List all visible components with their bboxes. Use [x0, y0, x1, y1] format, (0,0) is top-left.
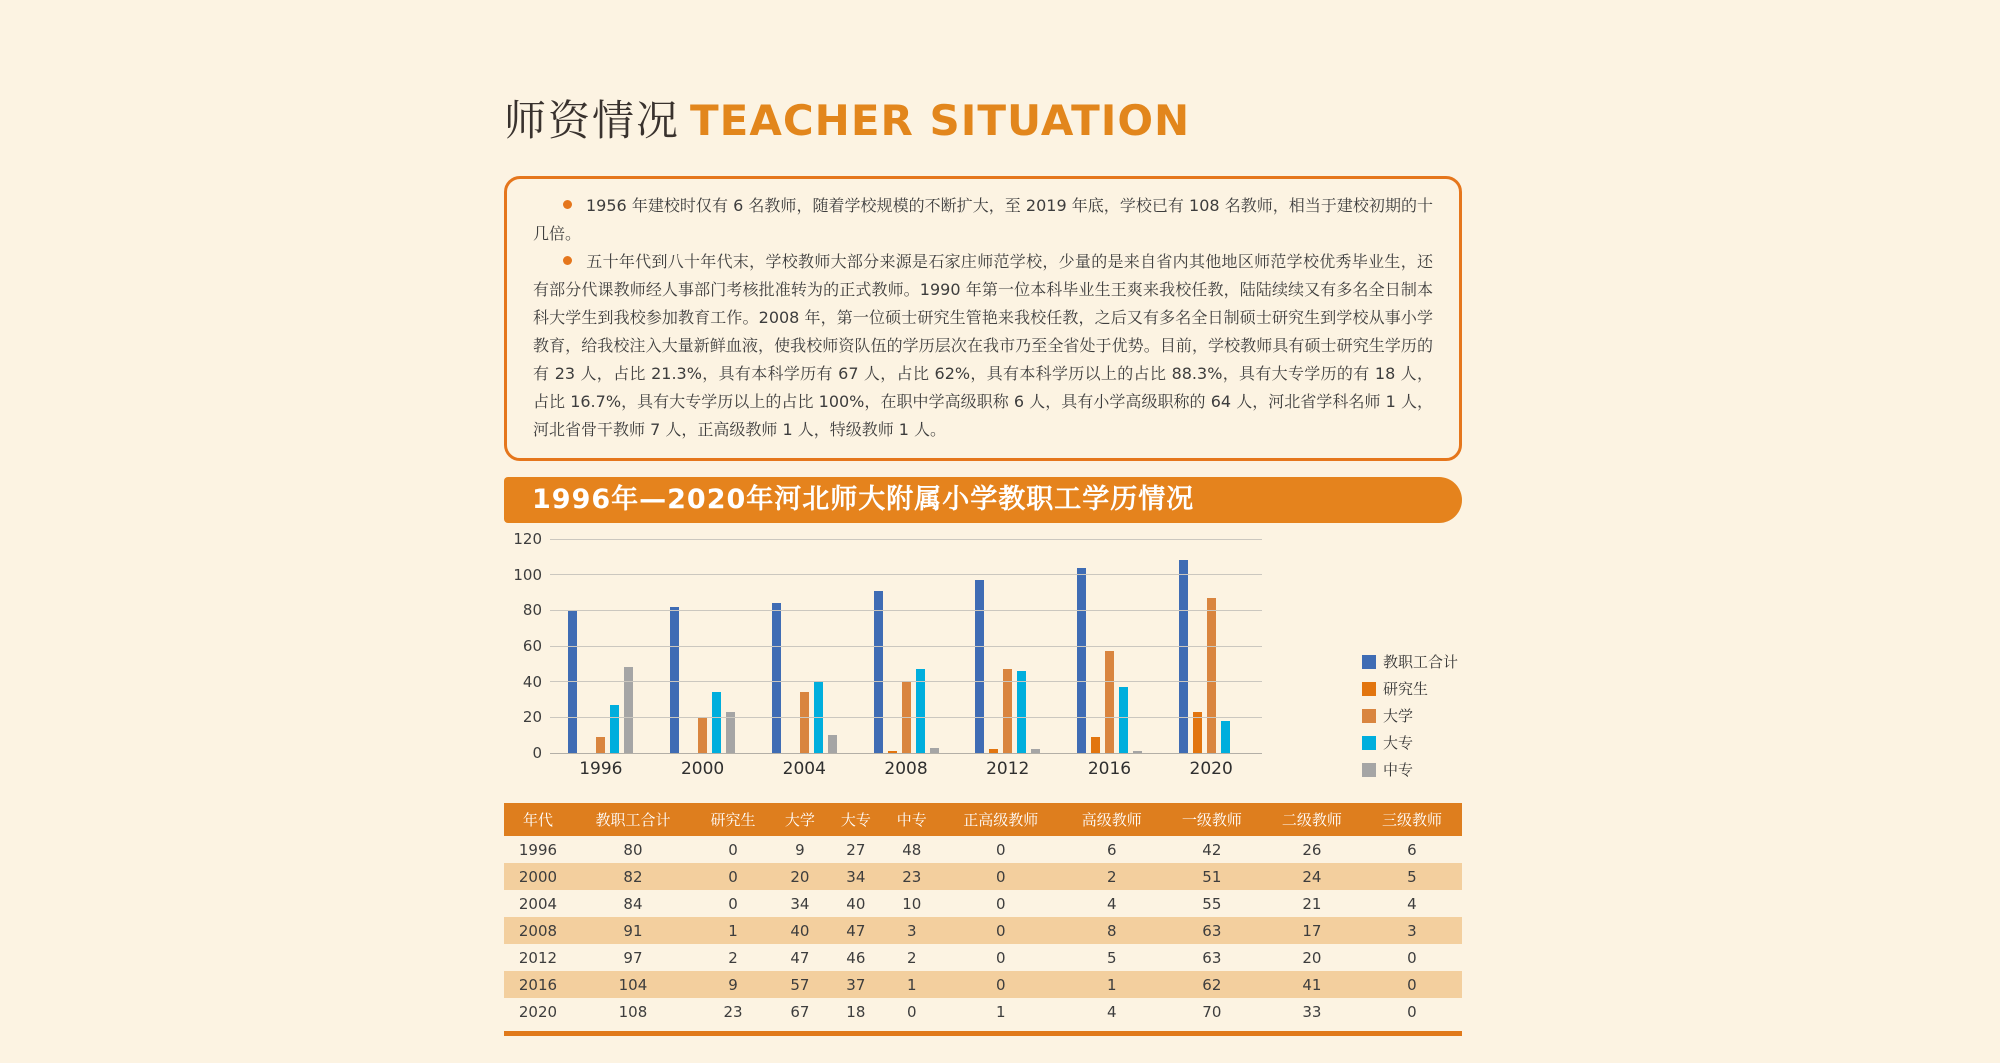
- intro-bullet-1: [533, 192, 1433, 248]
- table-cell: 17: [1302, 921, 1322, 940]
- table-cell: 55: [1202, 894, 1222, 913]
- table-cell: 2008: [518, 921, 558, 940]
- table-cell: 6: [1407, 840, 1417, 859]
- page-title-chinese: 师资情况: [504, 96, 681, 145]
- table-cell: 2012: [518, 948, 558, 967]
- table-cell: 84: [623, 894, 643, 913]
- table-cell: 41: [1302, 975, 1322, 994]
- gridline: [550, 753, 1262, 754]
- table-cell: 2: [728, 948, 738, 967]
- table-cell: 23: [902, 867, 922, 886]
- table-cell: 1: [995, 1002, 1006, 1021]
- table-row: [504, 944, 1462, 971]
- bar-大专-2000: [712, 692, 721, 753]
- page-title-english: TEACHER SITUATION: [690, 96, 1191, 145]
- table-cell: 0: [995, 921, 1006, 940]
- bar-中专-2004: [828, 735, 837, 753]
- table-cell: 0: [728, 894, 738, 913]
- column-header: 三级教师: [1362, 803, 1462, 836]
- column-header: 年代: [504, 803, 572, 836]
- bar-大专-2020: [1221, 721, 1230, 753]
- y-axis-tick: 120: [513, 530, 542, 548]
- bar-大专-2016: [1119, 687, 1128, 753]
- legend-swatch-icon: [1362, 655, 1376, 669]
- table-cell: 1: [728, 921, 738, 940]
- table-cell: 0: [995, 867, 1006, 886]
- bar-教职工合计-2012: [975, 580, 984, 753]
- bar-研究生-2020: [1193, 712, 1202, 753]
- table-cell: 23: [723, 1002, 743, 1021]
- table-cell: 62: [1202, 975, 1222, 994]
- bar-大学-2000: [698, 717, 707, 753]
- x-axis-label: 2008: [884, 759, 928, 779]
- table-cell: 18: [846, 1002, 866, 1021]
- table-cell: 9: [728, 975, 738, 994]
- table-cell: 21: [1302, 894, 1322, 913]
- legend-item-教职工合计: [1362, 651, 1458, 672]
- x-axis-label: 2000: [680, 759, 725, 779]
- bar-大学-1996: [596, 737, 605, 753]
- page-title: [504, 88, 1462, 148]
- table-cell: 2: [1107, 867, 1117, 886]
- chart-legend: [1362, 651, 1458, 780]
- bar-大学-2016: [1105, 651, 1114, 753]
- bar-教职工合计-2000: [670, 607, 679, 753]
- legend-label: 教职工合计: [1383, 653, 1459, 671]
- column-header: 一级教师: [1162, 803, 1262, 836]
- table-cell: 0: [995, 840, 1006, 859]
- table-cell: 34: [790, 894, 810, 913]
- table-cell: 0: [1407, 1002, 1417, 1021]
- bar-教职工合计-2004: [772, 603, 781, 753]
- table-cell: 108: [618, 1002, 648, 1021]
- table-cell: 6: [1107, 840, 1117, 859]
- legend-item-研究生: [1362, 678, 1458, 699]
- table-cell: 9: [795, 840, 805, 859]
- table-cell: 0: [728, 867, 738, 886]
- table-cell: 82: [623, 867, 643, 886]
- legend-item-大学: [1362, 705, 1458, 726]
- column-header: 二级教师: [1262, 803, 1362, 836]
- table-cell: 4: [1107, 894, 1117, 913]
- table-row: [504, 836, 1462, 863]
- table-cell: 42: [1202, 840, 1222, 859]
- legend-label: 大学: [1383, 707, 1414, 725]
- table-cell: 63: [1202, 921, 1222, 940]
- table-cell: 2004: [518, 894, 558, 913]
- table-cell: 4: [1107, 1002, 1117, 1021]
- table-cell: 3: [1407, 921, 1417, 940]
- legend-swatch-icon: [1362, 763, 1376, 777]
- legend-swatch-icon: [1362, 682, 1376, 696]
- column-header: 教职工合计: [572, 803, 694, 836]
- table-cell: 2016: [518, 975, 558, 994]
- table-cell: 8: [1107, 921, 1117, 940]
- table-cell: 47: [790, 948, 810, 967]
- table-cell: 2020: [518, 1002, 558, 1021]
- table-cell: 2: [906, 948, 917, 967]
- table-cell: 0: [995, 975, 1006, 994]
- table-cell: 10: [902, 894, 922, 913]
- intro-bullet-2: [533, 248, 1433, 444]
- y-axis-tick: 0: [532, 744, 542, 762]
- table-cell: 20: [790, 867, 810, 886]
- legend-swatch-icon: [1362, 709, 1376, 723]
- table-cell: 40: [846, 894, 866, 913]
- table-header-row: [504, 803, 1462, 836]
- table-cell: 34: [846, 867, 866, 886]
- bar-大专-2012: [1017, 671, 1026, 753]
- table-cell: 2000: [518, 867, 558, 886]
- table-cell: 51: [1202, 867, 1222, 886]
- table-cell: 46: [846, 948, 866, 967]
- table-row: [504, 890, 1462, 917]
- x-axis-label: 2020: [1189, 759, 1233, 779]
- section-banner: 1996年—2020年河北师大附属小学教职工学历情况: [504, 477, 1462, 523]
- column-header: 中专: [884, 803, 940, 836]
- table-cell: 1996: [518, 840, 558, 859]
- bullet-icon: [563, 256, 572, 265]
- intro-bullet-2-text: 五十年代到八十年代末，学校教师大部分来源是石家庄师范学校，少量的是来自省内其他地区师范学校优秀毕业生，还有部分代课教师经人事部门考核批准转为的正式教师。1990 年第一位本科毕业生王爽来我校任教，陆陆续续又有多名全日制本科大学生到我校参加教育工作。2008 年，第一位硕士研究生管艳来我校任教，之后又有多名全日制硕士研究生到学校从事小学教育，给我校注入大量新鲜血液，使我校师资队伍的学历层次在我市乃至全省处于优势。目前，学校教师具有硕士研究生学历的有 23 人，占比 21.3%，具有本科学历有 67 人，占比 62%，具有本科学历以上的占比 88.3%，具有大专学历的有 18 人，占比 16.7%，具有大专学历以上的占比 100%，在职中学高级职称 6 人，具有小学高级职称的 64 人，河北省学科名师 1 人，河北省骨干教师 7 人，正高级教师 1 人，特级教师 1 人。: [533, 252, 1433, 439]
- y-axis-tick: 100: [513, 565, 542, 584]
- x-axis-label: 2012: [986, 759, 1030, 779]
- bar-教职工合计-2016: [1077, 568, 1086, 753]
- column-header: 大专: [828, 803, 884, 836]
- chart-plot: [513, 530, 1262, 762]
- table-cell: 0: [995, 948, 1006, 967]
- table-cell: 4: [1407, 894, 1417, 913]
- table-cell: 63: [1202, 948, 1222, 967]
- bullet-icon: [563, 200, 572, 209]
- legend-item-中专: [1362, 759, 1458, 780]
- education-table: [504, 803, 1462, 1025]
- table-row: [504, 998, 1462, 1025]
- bar-中专-2000: [726, 712, 735, 753]
- bar-大学-2020: [1207, 598, 1216, 753]
- legend-swatch-icon: [1362, 736, 1376, 750]
- y-axis-tick: 60: [522, 637, 542, 655]
- gridline: [550, 610, 1262, 611]
- table-cell: 3: [906, 921, 917, 940]
- table-row: [504, 863, 1462, 890]
- x-axis-label: 1996: [579, 759, 623, 779]
- content-column: [504, 88, 1462, 1036]
- column-header: 大学: [772, 803, 828, 836]
- table-cell: 47: [846, 921, 866, 940]
- table-cell: 0: [995, 894, 1006, 913]
- table-cell: 97: [623, 948, 643, 967]
- table-cell: 5: [1107, 948, 1117, 967]
- legend-label: 研究生: [1383, 680, 1429, 698]
- legend-label: 大专: [1383, 734, 1414, 752]
- gridline: [550, 717, 1262, 718]
- table-row: [504, 917, 1462, 944]
- y-axis-tick: 20: [522, 708, 542, 727]
- table-cell: 1: [906, 975, 917, 994]
- x-axis-label: 2004: [782, 759, 826, 779]
- bar-研究生-2016: [1091, 737, 1100, 753]
- table-cell: 0: [906, 1002, 917, 1021]
- table-bottom-rule: [504, 1031, 1462, 1036]
- gridline: [550, 646, 1262, 647]
- bar-教职工合计-2008: [874, 591, 883, 753]
- table-cell: 26: [1302, 840, 1322, 859]
- table-body: [504, 836, 1462, 1025]
- table-cell: 0: [1407, 975, 1417, 994]
- table-cell: 1: [1107, 975, 1117, 994]
- table-row: [504, 971, 1462, 998]
- column-header: 正高级教师: [940, 803, 1062, 836]
- gridline: [550, 681, 1262, 682]
- gridline: [550, 539, 1262, 540]
- table-cell: 70: [1202, 1002, 1222, 1021]
- table-cell: 67: [790, 1002, 810, 1021]
- intro-bullet-1-text: 1956 年建校时仅有 6 名教师，随着学校规模的不断扩大，至 2019 年底，学校已有 108 名教师，相当于建校初期的十几倍。: [533, 196, 1433, 243]
- x-axis-labels: [550, 759, 1262, 779]
- table-cell: 33: [1302, 1002, 1322, 1021]
- legend-item-大专: [1362, 732, 1458, 753]
- table-cell: 40: [790, 921, 810, 940]
- table-cell: 0: [1407, 948, 1417, 967]
- bar-大学-2004: [800, 692, 809, 753]
- column-header: 高级教师: [1062, 803, 1162, 836]
- x-axis-label: 2016: [1087, 759, 1132, 779]
- y-axis-tick: 40: [522, 672, 542, 691]
- table-cell: 57: [790, 975, 810, 994]
- table-cell: 20: [1302, 948, 1322, 967]
- table-cell: 91: [623, 921, 643, 940]
- bar-大专-1996: [610, 705, 619, 753]
- intro-box: [504, 176, 1462, 461]
- column-header: 研究生: [694, 803, 772, 836]
- y-axis-tick: 80: [522, 601, 542, 620]
- legend-label: 中专: [1383, 761, 1414, 779]
- table-header: [504, 803, 1462, 836]
- bar-教职工合计-2020: [1179, 560, 1188, 753]
- table-cell: 104: [618, 975, 648, 994]
- table-cell: 5: [1407, 867, 1417, 886]
- table-cell: 48: [902, 840, 922, 859]
- table-cell: 0: [728, 840, 738, 859]
- table-cell: 80: [623, 840, 643, 859]
- bar-chart: [504, 530, 1462, 791]
- table-cell: 27: [846, 840, 866, 859]
- gridline: [550, 574, 1262, 575]
- table-cell: 37: [846, 975, 866, 994]
- table-cell: 24: [1302, 867, 1322, 886]
